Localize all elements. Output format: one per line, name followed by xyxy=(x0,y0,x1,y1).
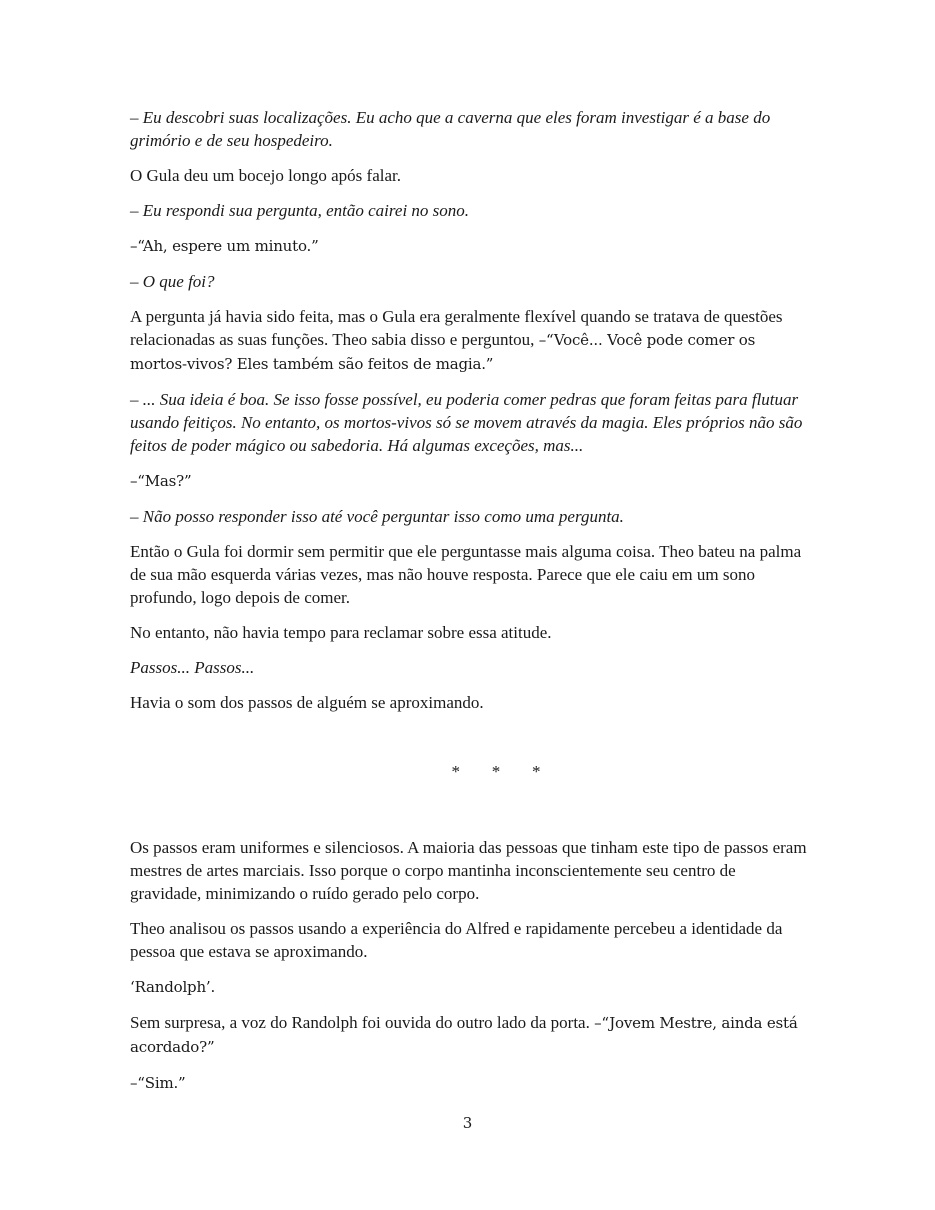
paragraph xyxy=(130,270,810,293)
scene-separator xyxy=(130,762,810,782)
dialogue-text: –“Mas?” xyxy=(130,472,192,490)
paragraph xyxy=(130,505,810,528)
italic-text: – Eu respondi sua pergunta, então cairei no sono. xyxy=(130,201,470,220)
paragraph xyxy=(130,621,810,644)
paragraph xyxy=(130,199,810,222)
italic-text: – O que foi? xyxy=(130,272,215,291)
paragraph xyxy=(130,1011,810,1059)
italic-text: – ... Sua ideia é boa. Se isso fosse possível, eu poderia comer pedras que foram feitas para flutuar usando feitiços. No entanto, os mortos-vivos só se movem através da magia. Eles próprios não são feitos de poder mágico ou sabedoria. Há algumas exceções, mas... xyxy=(130,390,803,455)
paragraph xyxy=(130,106,810,152)
paragraph xyxy=(130,1071,810,1095)
dialogue-text: –“Sim.” xyxy=(130,1074,186,1092)
paragraph xyxy=(130,234,810,258)
page-number: 3 xyxy=(462,1114,473,1132)
dialogue-text: –“Jovem Mestre, ainda está acordado?” xyxy=(130,1014,798,1056)
paragraph xyxy=(130,469,810,493)
paragraph xyxy=(130,836,810,905)
paragraph xyxy=(130,975,810,999)
narration-text: Theo analisou os passos usando a experiência do Alfred e rapidamente percebeu a identidade da pessoa que estava se aproximando. xyxy=(130,919,783,961)
text-block-bottom xyxy=(130,836,810,1095)
text-block-top xyxy=(130,106,810,714)
paragraph xyxy=(130,917,810,963)
separator-star: * xyxy=(532,762,541,781)
separator-star: * xyxy=(491,762,501,781)
paragraph xyxy=(130,305,810,376)
dialogue-text: –“Ah, espere um minuto.” xyxy=(130,237,319,255)
narration-text: A pergunta já havia sido feita, mas o Gula era geralmente flexível quando se tratava de questões relacionadas as suas funções. Theo sabia disso e perguntou, xyxy=(130,307,783,349)
paragraph xyxy=(130,388,810,457)
paragraph xyxy=(130,540,810,609)
narration-text: Então o Gula foi dormir sem permitir que ele perguntasse mais alguma coisa. Theo bateu na palma de sua mão esquerda várias vezes, mas não houve resposta. Parece que ele caiu em um sono profundo, logo depois de comer. xyxy=(130,542,802,607)
narration-text: Os passos eram uniformes e silenciosos. A maioria das pessoas que tinham este tipo de passos eram mestres de artes marciais. Isso porque o corpo mantinha inconscientemente seu centro de gravidade, minimizando o ruído gerado pelo corpo. xyxy=(130,838,807,903)
dialogue-text: –“Você... Você pode comer os mortos-vivos? Eles também são feitos de magia.” xyxy=(130,331,756,373)
italic-text: – Não posso responder isso até você perguntar isso como uma pergunta. xyxy=(130,507,624,526)
italic-text: Passos... Passos... xyxy=(130,658,255,677)
narration-text: Sem surpresa, a voz do Randolph foi ouvida do outro lado da porta. xyxy=(130,1013,595,1032)
separator-star: * xyxy=(451,762,460,781)
paragraph xyxy=(130,656,810,679)
narration-text: Havia o som dos passos de alguém se aproximando. xyxy=(130,693,484,712)
narration-text: No entanto, não havia tempo para reclamar sobre essa atitude. xyxy=(130,623,552,642)
italic-text: – Eu descobri suas localizações. Eu acho que a caverna que eles foram investigar é a base do grimório e de seu hospedeiro. xyxy=(130,108,771,150)
dialogue-text: ‘Randolph’. xyxy=(130,978,216,996)
paragraph xyxy=(130,691,810,714)
document-body xyxy=(130,106,810,1107)
narration-text: O Gula deu um bocejo longo após falar. xyxy=(130,166,401,185)
paragraph xyxy=(130,164,810,187)
